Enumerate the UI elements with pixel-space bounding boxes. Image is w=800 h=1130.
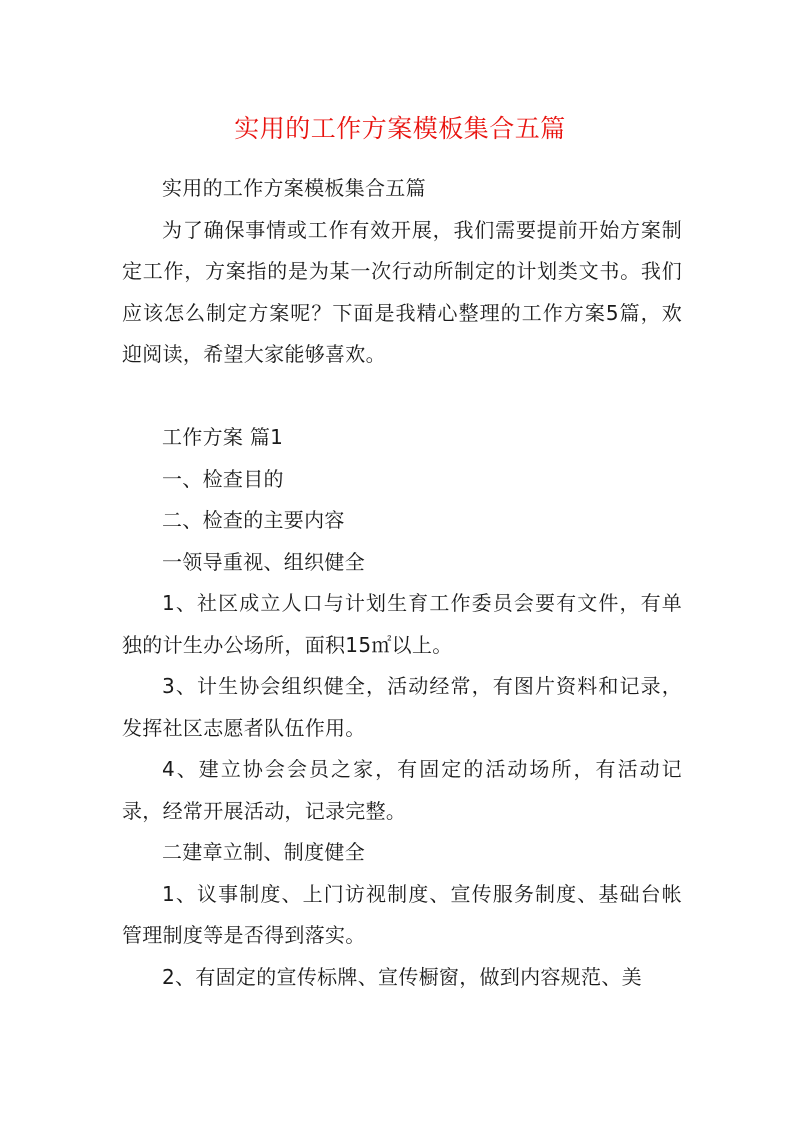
document-title: 实用的工作方案模板集合五篇 bbox=[234, 114, 566, 143]
subsection-heading: 二建章立制、制度健全 bbox=[162, 840, 365, 864]
blank-line bbox=[122, 376, 682, 418]
list-heading: 一、检查目的 bbox=[162, 466, 284, 491]
list-item: 2、有固定的宣传标牌、宣传橱窗，做到内容规范、美 bbox=[162, 964, 642, 989]
list-item: 4、建立协会会员之家，有固定的活动场所，有活动记录，经常开展活动，记录完整。 bbox=[122, 757, 682, 823]
subtitle-paragraph: 实用的工作方案模板集合五篇 bbox=[162, 176, 426, 200]
list-item: 3、计生协会组织健全，活动经常，有图片资料和记录，发挥社区志愿者队伍作用。 bbox=[122, 674, 682, 740]
list-item: 1、议事制度、上门访视制度、宣传服务制度、基础台帐管理制度等是否得到落实。 bbox=[122, 881, 682, 947]
list-heading: 二、检查的主要内容 bbox=[162, 508, 345, 532]
section-heading: 工作方案 篇1 bbox=[162, 425, 284, 449]
list-item: 1、社区成立人口与计划生育工作委员会要有文件，有单独的计生办公场所，面积15㎡以上。 bbox=[122, 591, 682, 657]
document-body bbox=[122, 168, 682, 998]
intro-paragraph: 为了确保事情或工作有效开展，我们需要提前开始方案制定工作，方案指的是为某一次行动所制定的计划类文书。我们应该怎么制定方案呢？下面是我精心整理的工作方案5篇，欢迎阅读，希望大家能够喜欢。 bbox=[122, 217, 682, 366]
subsection-heading: 一领导重视、组织健全 bbox=[162, 549, 365, 574]
